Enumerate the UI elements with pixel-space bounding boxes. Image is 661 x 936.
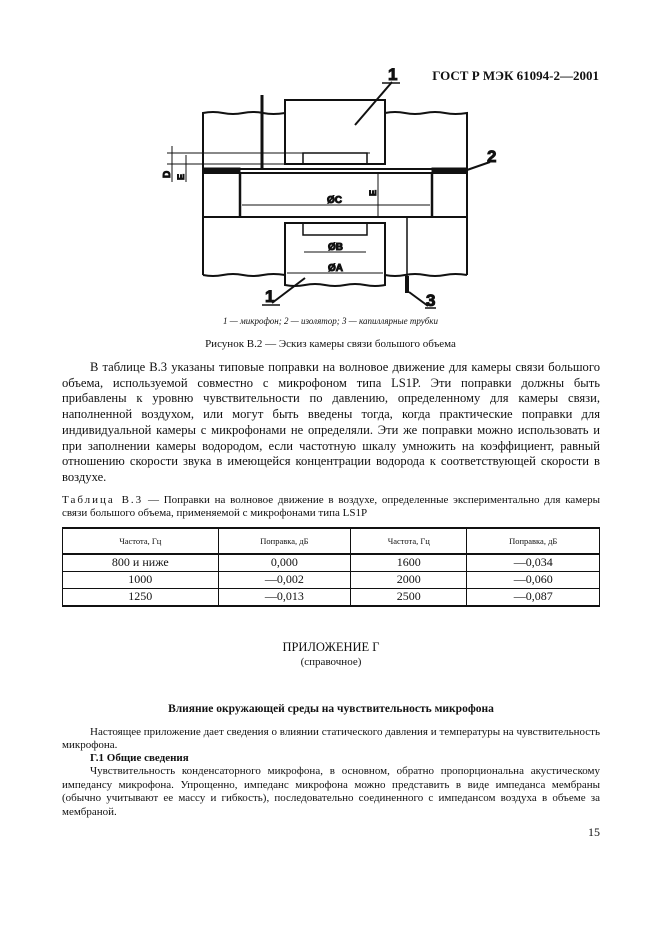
label-dia-a: ØA xyxy=(328,263,343,274)
label-dim-e-center: E xyxy=(368,189,378,196)
corrections-table xyxy=(62,527,600,607)
table-cell: 800 и ниже xyxy=(63,554,219,572)
section-text: Чувствительность конденсаторного микрофона, в основном, обратно пропорциональна акустическому импедансу микрофона. Упрощенно, импеданс микрофона можно представить в виде импеданса мембраны (обычно учитывают ее массу и гибкость), последовательно соединенного с импедансом воздуха в объеме за мембраной. xyxy=(62,765,600,818)
label-3: 3 xyxy=(426,291,436,310)
bottom-microphone xyxy=(285,223,385,286)
table-cell: 2000 xyxy=(351,571,467,588)
label-1-bottom: 1 xyxy=(265,287,275,306)
bottom-mic-diaphragm xyxy=(303,223,367,235)
appendix-subtitle: (справочное) xyxy=(300,656,362,668)
label-dim-d: D xyxy=(162,170,173,178)
label-dia-b: ØB xyxy=(328,242,343,253)
table-cell: —0,087 xyxy=(467,588,600,606)
label-dia-c: ØC xyxy=(327,195,342,206)
label-2: 2 xyxy=(487,147,497,166)
leader-1-bottom xyxy=(272,278,305,303)
body-section xyxy=(62,360,600,607)
document-id: ГОСТ Р МЭК 61094-2—2001 xyxy=(432,68,599,83)
table-cell: 0,000 xyxy=(218,554,351,572)
header-correction: Поправка, дБ xyxy=(467,528,600,554)
label-1-top: 1 xyxy=(388,65,398,84)
table-cell: 1000 xyxy=(63,571,219,588)
table-caption-label: Таблица В.3 xyxy=(62,493,144,506)
top-microphone xyxy=(285,100,385,164)
table-caption xyxy=(62,494,600,521)
table-cell: —0,002 xyxy=(218,571,351,588)
insulator-left xyxy=(203,168,240,173)
appendix-heading: Влияние окружающей среды на чувствительность микрофона xyxy=(168,703,494,715)
bottom-block xyxy=(203,274,467,276)
table-cell: —0,060 xyxy=(467,571,600,588)
appendix-title: ПРИЛОЖЕНИЕ Г xyxy=(282,640,380,654)
paragraph-table-intro: В таблице В.3 указаны типовые поправки на волновое движение для камеры связи большого объема, используемой совместно с микрофоном типа LS1P. Эти поправки должны быть прибавлены к уровню чувствительности по давлению, определенному для камеры связи, наполненной воздухом, или могут быть введены тогда, когда практические поправки для индивидуальной камеры с микрофонами не определяли. Эти же поправки можно использовать и при заполнении камеры водородом, если частотную шкалу умножить на коэффициент, равный отношению скорости звука в имеющейся концентрации водорода к соответствующей скорости в воздухе. xyxy=(62,360,600,484)
header-frequency: Частота, Гц xyxy=(351,528,467,554)
appendix-intro: Настоящее приложение дает сведения о влиянии статического давления и температуры на чувствительность микрофона. xyxy=(62,726,600,751)
insulator-right xyxy=(432,168,467,173)
table-cell: 1250 xyxy=(63,588,219,606)
table-row xyxy=(63,554,600,572)
table-header-row xyxy=(63,528,600,554)
label-dim-e-left: E xyxy=(176,173,186,180)
page-number: 15 xyxy=(588,825,600,839)
header-correction: Поправка, дБ xyxy=(218,528,351,554)
table-cell: —0,034 xyxy=(467,554,600,572)
header-frequency: Частота, Гц xyxy=(63,528,219,554)
table-row xyxy=(63,571,600,588)
table-cell: 2500 xyxy=(351,588,467,606)
table-row xyxy=(63,588,600,606)
table-caption-text: — Поправки на волновое движение в воздухе, определенные экспериментально для камеры связи большого объема, применяемой с микрофонами типа LS1P xyxy=(62,493,601,520)
figure-legend: 1 — микрофон; 2 — изолятор; 3 — капиллярные трубки xyxy=(223,316,438,326)
table-cell: —0,013 xyxy=(218,588,351,606)
table-cell: 1600 xyxy=(351,554,467,572)
section-title: Г.1 Общие сведения xyxy=(90,752,189,764)
figure-title: Рисунок В.2 — Эскиз камеры связи большого объема xyxy=(205,338,456,350)
appendix-section xyxy=(62,640,600,839)
coupler-sketch-figure xyxy=(0,0,661,312)
